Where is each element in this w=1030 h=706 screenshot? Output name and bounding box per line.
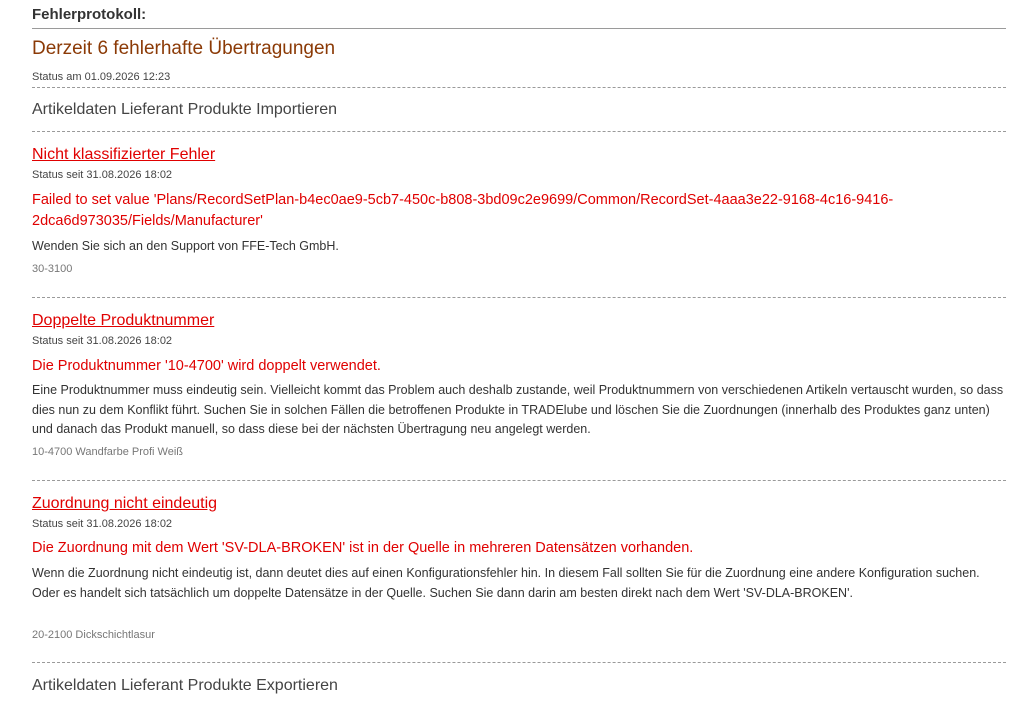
error-reference: 10-4700 Wandfarbe Profi Weiß [32,446,184,458]
error-status: Status seit 31.08.2026 18:02 [32,518,173,530]
section-title-divider [32,28,1006,29]
error-hint: Wenden Sie sich an den Support von FFE-Tech GmbH. [32,239,339,253]
error-title-link[interactable]: Nicht klassifizierter Fehler [32,146,216,163]
error-title-link[interactable]: Zuordnung nicht eindeutig [32,495,218,512]
error-count-headline: Derzeit 6 fehlerhafte Übertragungen [32,38,336,59]
error-hint: Eine Produktnummer muss eindeutig sein. Vielleicht kommt das Problem auch deshalb zustande, weil Produktnummern von verschiedenen Artikeln vertauscht wurden, so dass dies nun zu dem Konflikt führt. Suchen Sie in solchen Fällen die betroffenen Produkte in TRADElube und löschen Sie die Zuordnungen (innerhalb des Produktes ganz unten) und danach das Produkt manuell, so dass diese bei der nächsten Übertragung neu angelegt werden. [32,383,1004,436]
divider [32,297,1006,298]
error-hint: Wenn die Zuordnung nicht eindeutig ist, dann deutet dies auf einen Konfigurationsfehler hin. In diesem Fall sollten Sie für die Zuordnung eine andere Konfiguration suchen. Oder es handelt sich tatsächlich um doppelte Datensätze in der Quelle. Suchen Sie dann darin am besten direkt nach dem Wert 'SV-DLA-BROKEN'. [32,566,980,600]
divider [32,662,1006,663]
error-reference: 30-3100 [32,263,73,275]
error-message: Die Produktnummer '10-4700' wird doppelt verwendet. [32,358,381,374]
summary-status: Status am 01.09.2026 12:23 [32,71,171,83]
error-reference: 20-2100 Dickschichtlasur [32,629,155,641]
error-status: Status seit 31.08.2026 18:02 [32,169,173,181]
error-status: Status seit 31.08.2026 18:02 [32,335,173,347]
error-message: Die Zuordnung mit dem Wert 'SV-DLA-BROKEN' ist in der Quelle in mehreren Datensätzen vorhanden. [32,540,694,556]
group-title-export: Artikeldaten Lieferant Produkte Exportieren [32,677,338,694]
divider [32,87,1006,88]
divider [32,131,1006,132]
error-title-link[interactable]: Doppelte Produktnummer [32,312,215,329]
divider [32,480,1006,481]
section-title: Fehlerprotokoll: [32,6,147,23]
group-title-import: Artikeldaten Lieferant Produkte Importieren [32,101,338,118]
error-message: Failed to set value 'Plans/RecordSetPlan-b4ec0ae9-5cb7-450c-b808-3bd09c2e9699/Common/RecordSet-4aaa3e22-9168-4c16-9416-2dca6d973035/Fields/Manufacturer' [32,192,894,229]
